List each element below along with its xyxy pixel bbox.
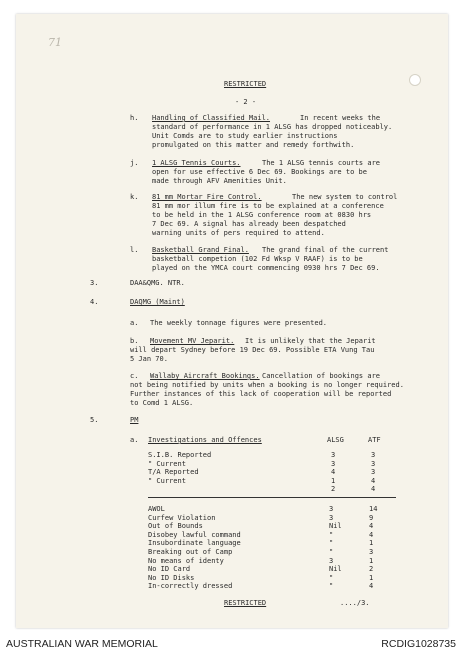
table2-row-6-alsg: 3	[329, 556, 334, 565]
item-4c-line-4: to Comd 1 ALSG.	[130, 399, 194, 407]
table2-row-2-label: Out of Bounds	[148, 522, 203, 531]
table2-row-5-alsg: "	[329, 548, 334, 556]
table1-row-4-alsg: 2	[331, 485, 336, 494]
table2-row-8-label: No ID Disks	[148, 573, 195, 582]
table2-row-2-alsg: Nil	[329, 522, 342, 531]
table1-row-2-label: T/A Reported	[148, 468, 199, 477]
item-3-line-1: The grand final of the current	[262, 246, 389, 254]
table2-row-8-alsg: "	[329, 573, 334, 582]
item-4b-line-3: 5 Jan 70.	[130, 355, 168, 363]
table2-row-7-alsg: Nil	[329, 565, 342, 574]
table2-row-4-label: Insubordinate language	[148, 539, 241, 548]
item-0-line-3: Unit Comds are to study earlier instructions	[152, 132, 338, 140]
table2-row-3-alsg: "	[329, 530, 334, 539]
table2-row-5-atf: 3	[369, 548, 374, 556]
table2-row-7-label: No ID Card	[148, 565, 191, 574]
item-2-line-2: 81 mm mor illum fire is to be explained at a conference	[152, 202, 384, 210]
section-3-text: DAA&QMG. NTR.	[130, 279, 185, 287]
table1-row-4-atf: 4	[371, 485, 376, 494]
section-3-number: 3.	[90, 279, 99, 287]
continuation-marker: ..../3.	[340, 599, 370, 607]
table1-row-3-alsg: 1	[331, 476, 336, 485]
item-1-title: 1 ALSG Tennis Courts.	[152, 159, 241, 167]
table2-row-9-atf: 4	[369, 582, 374, 591]
item-3-line-3: played on the YMCA court commencing 0930 hrs 7 Dec 69.	[152, 264, 380, 272]
item-2-line-4: 7 Dec 69. A signal has already been despatched	[152, 220, 346, 228]
section-4-number: 4.	[90, 298, 99, 306]
table1-row-3-label: " Current	[148, 476, 186, 485]
item-0-line-1: In recent weeks the	[300, 114, 381, 122]
item-1-line-2: open for use effective 6 Dec 69. Bookings are to be	[152, 168, 367, 176]
item-2-line-3: to be held in the 1 ALSG conference room at 0830 hrs	[152, 211, 372, 219]
table1-row-2-atf: 3	[371, 468, 376, 477]
table2-row-2-atf: 4	[369, 522, 374, 531]
pencil-mark: 71	[48, 36, 62, 49]
table1-row-3-atf: 4	[371, 476, 376, 485]
table2-row-1-atf: 9	[369, 513, 374, 522]
item-2-letter: k.	[130, 193, 139, 201]
archive-reference: RCDIG1028735	[381, 638, 456, 650]
table2-row-6-atf: 1	[369, 556, 374, 565]
item-4c-line-2: not being notified by units when a booking is no longer required.	[130, 381, 404, 389]
table2-row-0-atf: 14	[369, 505, 378, 513]
item-4c-letter: c.	[130, 372, 139, 380]
item-4a-letter: a.	[130, 319, 139, 327]
table2-row-4-alsg: "	[329, 539, 334, 548]
table2-row-3-label: Disobey lawful command	[148, 530, 241, 539]
classification-header: RESTRICTED	[224, 80, 267, 88]
table1-row-1-alsg: 3	[331, 459, 336, 468]
item-0-letter: h.	[130, 114, 139, 122]
table2-row-1-alsg: 3	[329, 513, 334, 522]
table1-row-0-atf: 3	[371, 451, 376, 459]
table2-row-4-atf: 1	[369, 539, 374, 548]
item-0-title: Handling of Classified Mail.	[152, 114, 271, 122]
section-5-title: PM	[130, 416, 139, 424]
item-0-line-4: promulgated on this matter and remedy forthwith.	[152, 141, 355, 149]
table2-row-1-label: Curfew Violation	[148, 513, 216, 522]
table2-row-7-atf: 2	[369, 565, 374, 574]
table2-row-8-atf: 1	[369, 573, 374, 582]
item-4b-title: Movement MV Jeparit.	[150, 337, 235, 345]
section-5-number: 5.	[90, 416, 99, 424]
item-4a-text: The weekly tonnage figures were presented.	[150, 319, 328, 327]
item-4b-letter: b.	[130, 337, 139, 345]
item-1-letter: j.	[130, 159, 139, 167]
page-number: - 2 -	[235, 98, 257, 106]
item-2-line-1: The new system to control	[292, 193, 398, 201]
item-2-title: 81 mm Mortar Fire Control.	[152, 193, 262, 201]
item-4c-line-1: Cancellation of bookings are	[262, 372, 381, 380]
archive-footer	[0, 630, 462, 653]
item-4c-title: Wallaby Aircraft Bookings.	[150, 372, 260, 380]
table2-row-3-atf: 4	[369, 530, 374, 539]
table2-row-9-label: In-correctly dressed	[148, 582, 233, 591]
table-divider	[148, 497, 396, 498]
item-4b-line-2: will depart Sydney before 19 Dec 69. Possible ETA Vung Tau	[130, 346, 375, 354]
punch-hole	[409, 74, 421, 86]
table2-row-0-alsg: 3	[329, 505, 334, 513]
item-4b-line-1: It is unlikely that the Jeparit	[245, 337, 376, 345]
table1-row-0-label: S.I.B. Reported	[148, 451, 212, 459]
item-3-letter: l.	[130, 246, 139, 254]
table2-row-5-label: Breaking out of Camp	[148, 548, 233, 556]
item-3-title: Basketball Grand Final.	[152, 246, 249, 254]
item-1-line-1: The 1 ALSG tennis courts are	[262, 159, 381, 167]
archive-source: AUSTRALIAN WAR MEMORIAL	[6, 638, 158, 650]
item-1-line-3: made through AFV Amenities Unit.	[152, 177, 287, 185]
table1-row-2-alsg: 4	[331, 468, 336, 477]
item-2-line-5: warning units of pers required to attend.	[152, 229, 325, 237]
table2-row-9-alsg: "	[329, 582, 334, 591]
table1-row-1-atf: 3	[371, 459, 376, 468]
column-header-atf: ATF	[368, 436, 381, 444]
column-header-alsg: ALSG	[327, 436, 344, 444]
item-4c-line-3: Further instances of this lack of cooperation will be reported	[130, 390, 392, 398]
table2-row-6-label: No means of identy	[148, 556, 224, 565]
item-3-line-2: basketball competion (102 Fd Wksp V RAAF) is to be	[152, 255, 363, 263]
table1-row-0-alsg: 3	[331, 451, 336, 459]
item-0-line-2: standard of performance in 1 ALSG has dropped noticeably.	[152, 123, 393, 131]
table1-row-1-label: " Current	[148, 459, 186, 468]
classification-footer: RESTRICTED	[224, 599, 267, 607]
table2-row-0-label: AWOL	[148, 505, 165, 513]
section-4-title: DAQMG (Maint)	[130, 298, 185, 306]
item-5a-title: Investigations and Offences	[148, 436, 262, 444]
item-5a-letter: a.	[130, 436, 139, 444]
